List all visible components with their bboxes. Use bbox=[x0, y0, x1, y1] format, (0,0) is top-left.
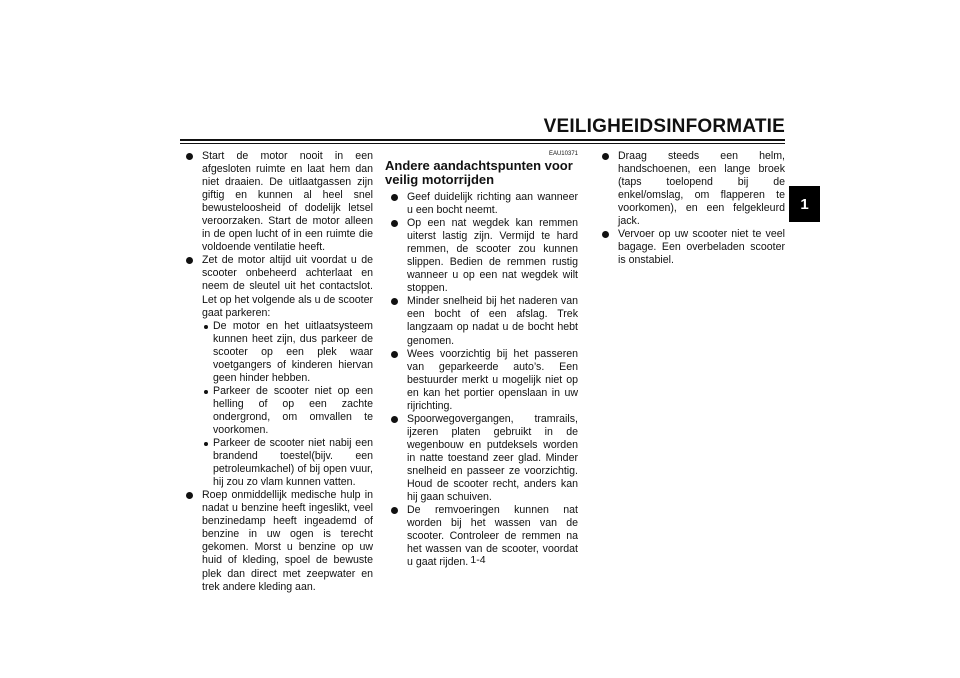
bullet-text: Zet de motor altijd uit voordat u de scooter onbeheerd achterlaat en neem de sleutel uit het contactslot. Let op het volgende als u de scooter gaat parkeren: bbox=[202, 254, 373, 319]
bullet-text: Minder snelheid bij het naderen van een bocht of een afslag. Trek langzaam op nadat u de bocht hebt genomen. bbox=[407, 295, 578, 347]
bullet-icon bbox=[186, 153, 193, 160]
bullet-icon bbox=[391, 507, 398, 514]
section-code: EAU10371 bbox=[548, 151, 578, 157]
sub-bullet-text: Parkeer de scooter niet nabij een brandend toestel(bijv. een petroleumkachel) of bij open vuur, hij zou zo vlam kunnen vatten. bbox=[213, 437, 373, 489]
sub-bullet-text: De motor en het uitlaatsysteem kunnen heet zijn, dus parkeer de scooter op een plek waar voetgangers of kinderen hiervan geen hinder hebben. bbox=[213, 319, 373, 384]
bullet-icon bbox=[391, 416, 398, 423]
bullet-text: Geef duidelijk richting aan wanneer u een bocht neemt. bbox=[407, 191, 578, 217]
list-item bbox=[385, 413, 578, 504]
bullet-text: De remvoeringen kunnen nat worden bij het wassen van de scooter. Controleer de remmen na het wassen van de scooter, voordat u gaat rijden. bbox=[407, 504, 578, 569]
bullet-icon bbox=[391, 220, 398, 227]
bullet-text: Wees voorzichtig bij het passeren van geparkeerde auto’s. Een bestuurder merkt u mogelijk niet op en kan het portier openslaan in uw rijrichting. bbox=[407, 347, 578, 412]
column-left bbox=[180, 150, 373, 594]
list-item bbox=[385, 217, 578, 295]
header-rule bbox=[180, 139, 785, 141]
bullet-text: Roep onmiddellijk medische hulp in nadat u benzine heeft ingeslikt, veel benzinedamp heeft ingeademd of benzine in uw ogen is terecht gekomen. Morst u benzine op uw huid of kleding, spoel de bewuste plek dan direct met zeepwater en trek andere kleding aan. bbox=[202, 489, 373, 593]
list-item bbox=[385, 191, 578, 217]
sub-bullet-icon bbox=[204, 442, 208, 446]
section-title: Andere aandachtspunten voor veilig motorrijden bbox=[385, 158, 573, 187]
sub-bullet-icon bbox=[204, 390, 208, 394]
chapter-tab bbox=[789, 186, 820, 222]
list-item bbox=[180, 150, 373, 254]
list-item bbox=[385, 295, 578, 347]
bullet-text: Start de motor nooit in een afgesloten ruimte en laat hem dan niet draaien. De uitlaatgassen zijn giftig en kunnen al heel snel bewusteloosheid of dodelijk letsel veroorzaken. Start de motor alleen in de open lucht of in een ruimte die voldoende ventilatie heeft. bbox=[202, 150, 373, 254]
bullet-text: Op een nat wegdek kan remmen uiterst lastig zijn. Vermijd te hard remmen, de scooter zou kunnen slippen. Bedien de remmen rustig wanneer u op een nat wegdek wilt stoppen. bbox=[407, 217, 578, 295]
list-item bbox=[385, 348, 578, 413]
page-title: VEILIGHEIDSINFORMATIE bbox=[543, 116, 785, 137]
sub-bullet-icon bbox=[204, 325, 208, 329]
bullet-icon bbox=[186, 492, 193, 499]
bullet-text: Spoorwegovergangen, tramrails, ijzeren platen gebruikt in de wegenbouw en putdeksels worden in natte toestand zeer glad. Minder snelheid en passeer ze voorzichtig. Houd de scooter recht, anders kan hij gaan schuiven. bbox=[407, 412, 578, 504]
sub-bullet-text: Parkeer de scooter niet op een helling of op een zachte ondergrond, om omvallen te voorkomen. bbox=[213, 384, 373, 436]
bullet-icon bbox=[391, 298, 398, 305]
bullet-text: Draag steeds een helm, handschoenen, een lange broek (taps toelopend bij de enkel/omslag, om flapperen te voorkomen), en een felgekleurd jack. bbox=[618, 150, 785, 228]
sub-list-item bbox=[180, 385, 373, 437]
page-header bbox=[540, 114, 785, 140]
bullet-icon bbox=[391, 351, 398, 358]
sub-list-item bbox=[180, 437, 373, 489]
column-right bbox=[596, 150, 785, 267]
column-middle bbox=[385, 150, 578, 569]
list-item bbox=[596, 150, 785, 228]
list-item bbox=[596, 228, 785, 267]
bullet-icon bbox=[602, 231, 609, 238]
bullet-text: Vervoer op uw scooter niet te veel bagage. Een overbeladen scooter is onstabiel. bbox=[618, 228, 785, 267]
sub-list-item bbox=[180, 320, 373, 385]
bullet-icon bbox=[602, 153, 609, 160]
bullet-icon bbox=[391, 194, 398, 201]
list-item bbox=[180, 254, 373, 319]
chapter-tab-label: 1 bbox=[800, 195, 809, 213]
page-number: 1-4 bbox=[470, 554, 486, 566]
list-item bbox=[180, 489, 373, 593]
header-rule-thin bbox=[180, 143, 785, 144]
bullet-icon bbox=[186, 257, 193, 264]
